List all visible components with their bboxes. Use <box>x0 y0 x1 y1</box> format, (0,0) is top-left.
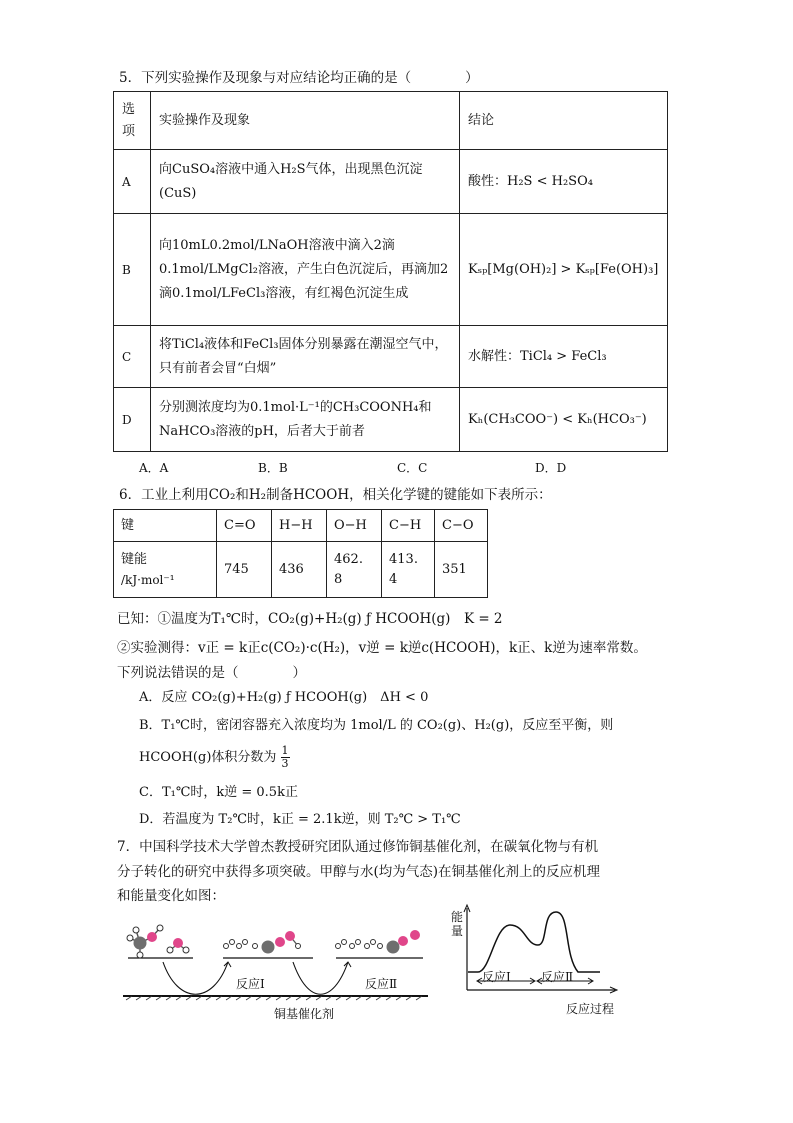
energy-value: 413. <box>389 551 418 567</box>
energy-cell <box>382 542 435 598</box>
graph-reaction-1: 反应Ⅰ <box>482 970 511 984</box>
energy-cell <box>217 542 272 598</box>
energy-axis-label-2: 量 <box>451 924 464 938</box>
q5-table <box>113 91 668 452</box>
energy-value: 745 <box>224 561 249 577</box>
row-conclusion: Kₕ(CH₃COO⁻) < Kₕ(HCO₃⁻) <box>460 388 668 452</box>
table-row <box>114 150 668 214</box>
fraction-numerator: 1 <box>281 744 289 757</box>
q6-ask: 下列说法错误的是（ ） <box>117 665 306 681</box>
catalyst-label: 铜基催化剂 <box>274 1007 335 1021</box>
bond-cell: H−H <box>272 510 327 542</box>
q6-option-b-cont <box>139 745 290 770</box>
bond-header: 键 <box>114 510 217 542</box>
choice-c[interactable]: C．C <box>397 461 428 475</box>
choice-a[interactable]: A．A <box>139 461 169 475</box>
q7-line-2: 分子转化的研究中获得多项突破。甲醇与水(均为气态)在铜基催化剂上的反应机理 <box>117 864 601 880</box>
bond-cell: C=O <box>217 510 272 542</box>
row-operation: 将TiCl₄液体和FeCl₃固体分别暴露在潮湿空气中，只有前者会冒“白烟” <box>151 326 460 388</box>
row-operation: 分别测浓度均为0.1mol·L⁻¹的CH₃COONH₄和NaHCO₃溶液的pH，后者大于前者 <box>151 388 460 452</box>
q7-line-1: 7．中国科学技术大学曾杰教授研究团队通过修饰铜基催化剂，在碳氧化物与有机 <box>117 839 599 855</box>
fraction-denominator: 3 <box>281 757 289 770</box>
intermediate-1 <box>224 931 301 954</box>
q6-title: 6．工业上利用CO₂和H₂制备HCOOH，相关化学键的键能如下表所示： <box>119 487 552 503</box>
q6-option-b-text: HCOOH(g)体积分数为 <box>139 750 277 765</box>
bond-cell: C−H <box>382 510 435 542</box>
row-conclusion: Kₛₚ[Mg(OH)₂] > Kₛₚ[Fe(OH)₃] <box>460 214 668 326</box>
energy-cell <box>272 542 327 598</box>
row-operation: 向CuSO₄溶液中通入H₂S气体，出现黑色沉淀(CuS) <box>151 150 460 214</box>
energy-unit: /kJ·mol⁻¹ <box>121 572 175 587</box>
energy-value-cont: 8 <box>334 571 343 587</box>
table-header-row <box>114 92 668 150</box>
intermediate-2 <box>336 930 421 954</box>
energy-header <box>114 542 217 598</box>
reaction-2-label: 反应Ⅱ <box>365 977 398 991</box>
header-option: 选项 <box>114 92 151 150</box>
choice-b[interactable]: B．B <box>258 461 288 475</box>
mechanism-figure <box>118 910 438 1020</box>
table-row <box>114 326 668 388</box>
table-row <box>114 214 668 326</box>
header-operation: 实验操作及现象 <box>151 92 460 150</box>
row-option: C <box>114 326 151 388</box>
x-axis-label: 反应过程 <box>566 1002 615 1016</box>
q6-option-a[interactable]: A．反应 CO₂(g)+H₂(g) ƒ HCOOH(g) ΔH < 0 <box>139 690 429 705</box>
header-conclusion: 结论 <box>460 92 668 150</box>
energy-axis-label-1: 能 <box>451 910 464 924</box>
energy-cell <box>327 542 382 598</box>
energy-diagram <box>450 900 630 1000</box>
graph-reaction-2: 反应Ⅱ <box>541 970 574 984</box>
fraction <box>281 745 290 770</box>
row-conclusion: 水解性：TiCl₄ > FeCl₃ <box>460 326 668 388</box>
row-conclusion: 酸性：H₂S < H₂SO₄ <box>460 150 668 214</box>
methanol-molecule <box>127 925 163 958</box>
q6-known-1: 已知：①温度为T₁℃时，CO₂(g)+H₂(g) ƒ HCOOH(g) K = 2 <box>117 611 503 627</box>
table-row <box>114 510 488 542</box>
row-option: B <box>114 214 151 326</box>
reaction-1-label: 反应Ⅰ <box>236 977 265 991</box>
bond-energy-table <box>113 509 488 598</box>
bond-cell: C−O <box>435 510 488 542</box>
energy-value-cont: 4 <box>389 571 398 587</box>
energy-value: 462. <box>334 551 363 567</box>
energy-label: 键能 <box>121 551 148 567</box>
row-option: D <box>114 388 151 452</box>
q7-line-3: 和能量变化如图： <box>117 888 225 904</box>
bond-cell: O−H <box>327 510 382 542</box>
q6-option-b[interactable]: B．T₁℃时，密闭容器充入浓度均为 1mol/L 的 CO₂(g)、H₂(g)，反应至平衡，则 <box>139 718 614 733</box>
energy-value: 436 <box>279 561 304 577</box>
energy-value: 351 <box>442 561 467 577</box>
q6-known-2: ②实验测得：v正 = k正c(CO₂)·c(H₂)，v逆 = k逆c(HCOOH)，k正、k逆为速率常数。 <box>117 640 647 656</box>
row-option: A <box>114 150 151 214</box>
q6-option-c[interactable]: C．T₁℃时，k逆 = 0.5k正 <box>139 785 298 800</box>
water-molecule <box>167 938 189 953</box>
table-row <box>114 388 668 452</box>
q6-option-d[interactable]: D．若温度为 T₂℃时，k正 = 2.1k逆，则 T₂℃ > T₁℃ <box>139 812 461 827</box>
table-row <box>114 542 488 598</box>
energy-cell <box>435 542 488 598</box>
choice-d[interactable]: D．D <box>535 461 567 475</box>
q5-title: 5．下列实验操作及现象与对应结论均正确的是（ ） <box>119 70 479 86</box>
row-operation: 向10mL0.2mol/LNaOH溶液中滴入2滴0.1mol/LMgCl₂溶液，产生白色沉淀后，再滴加2滴0.1mol/LFeCl₃溶液，有红褐色沉淀生成 <box>151 214 460 326</box>
